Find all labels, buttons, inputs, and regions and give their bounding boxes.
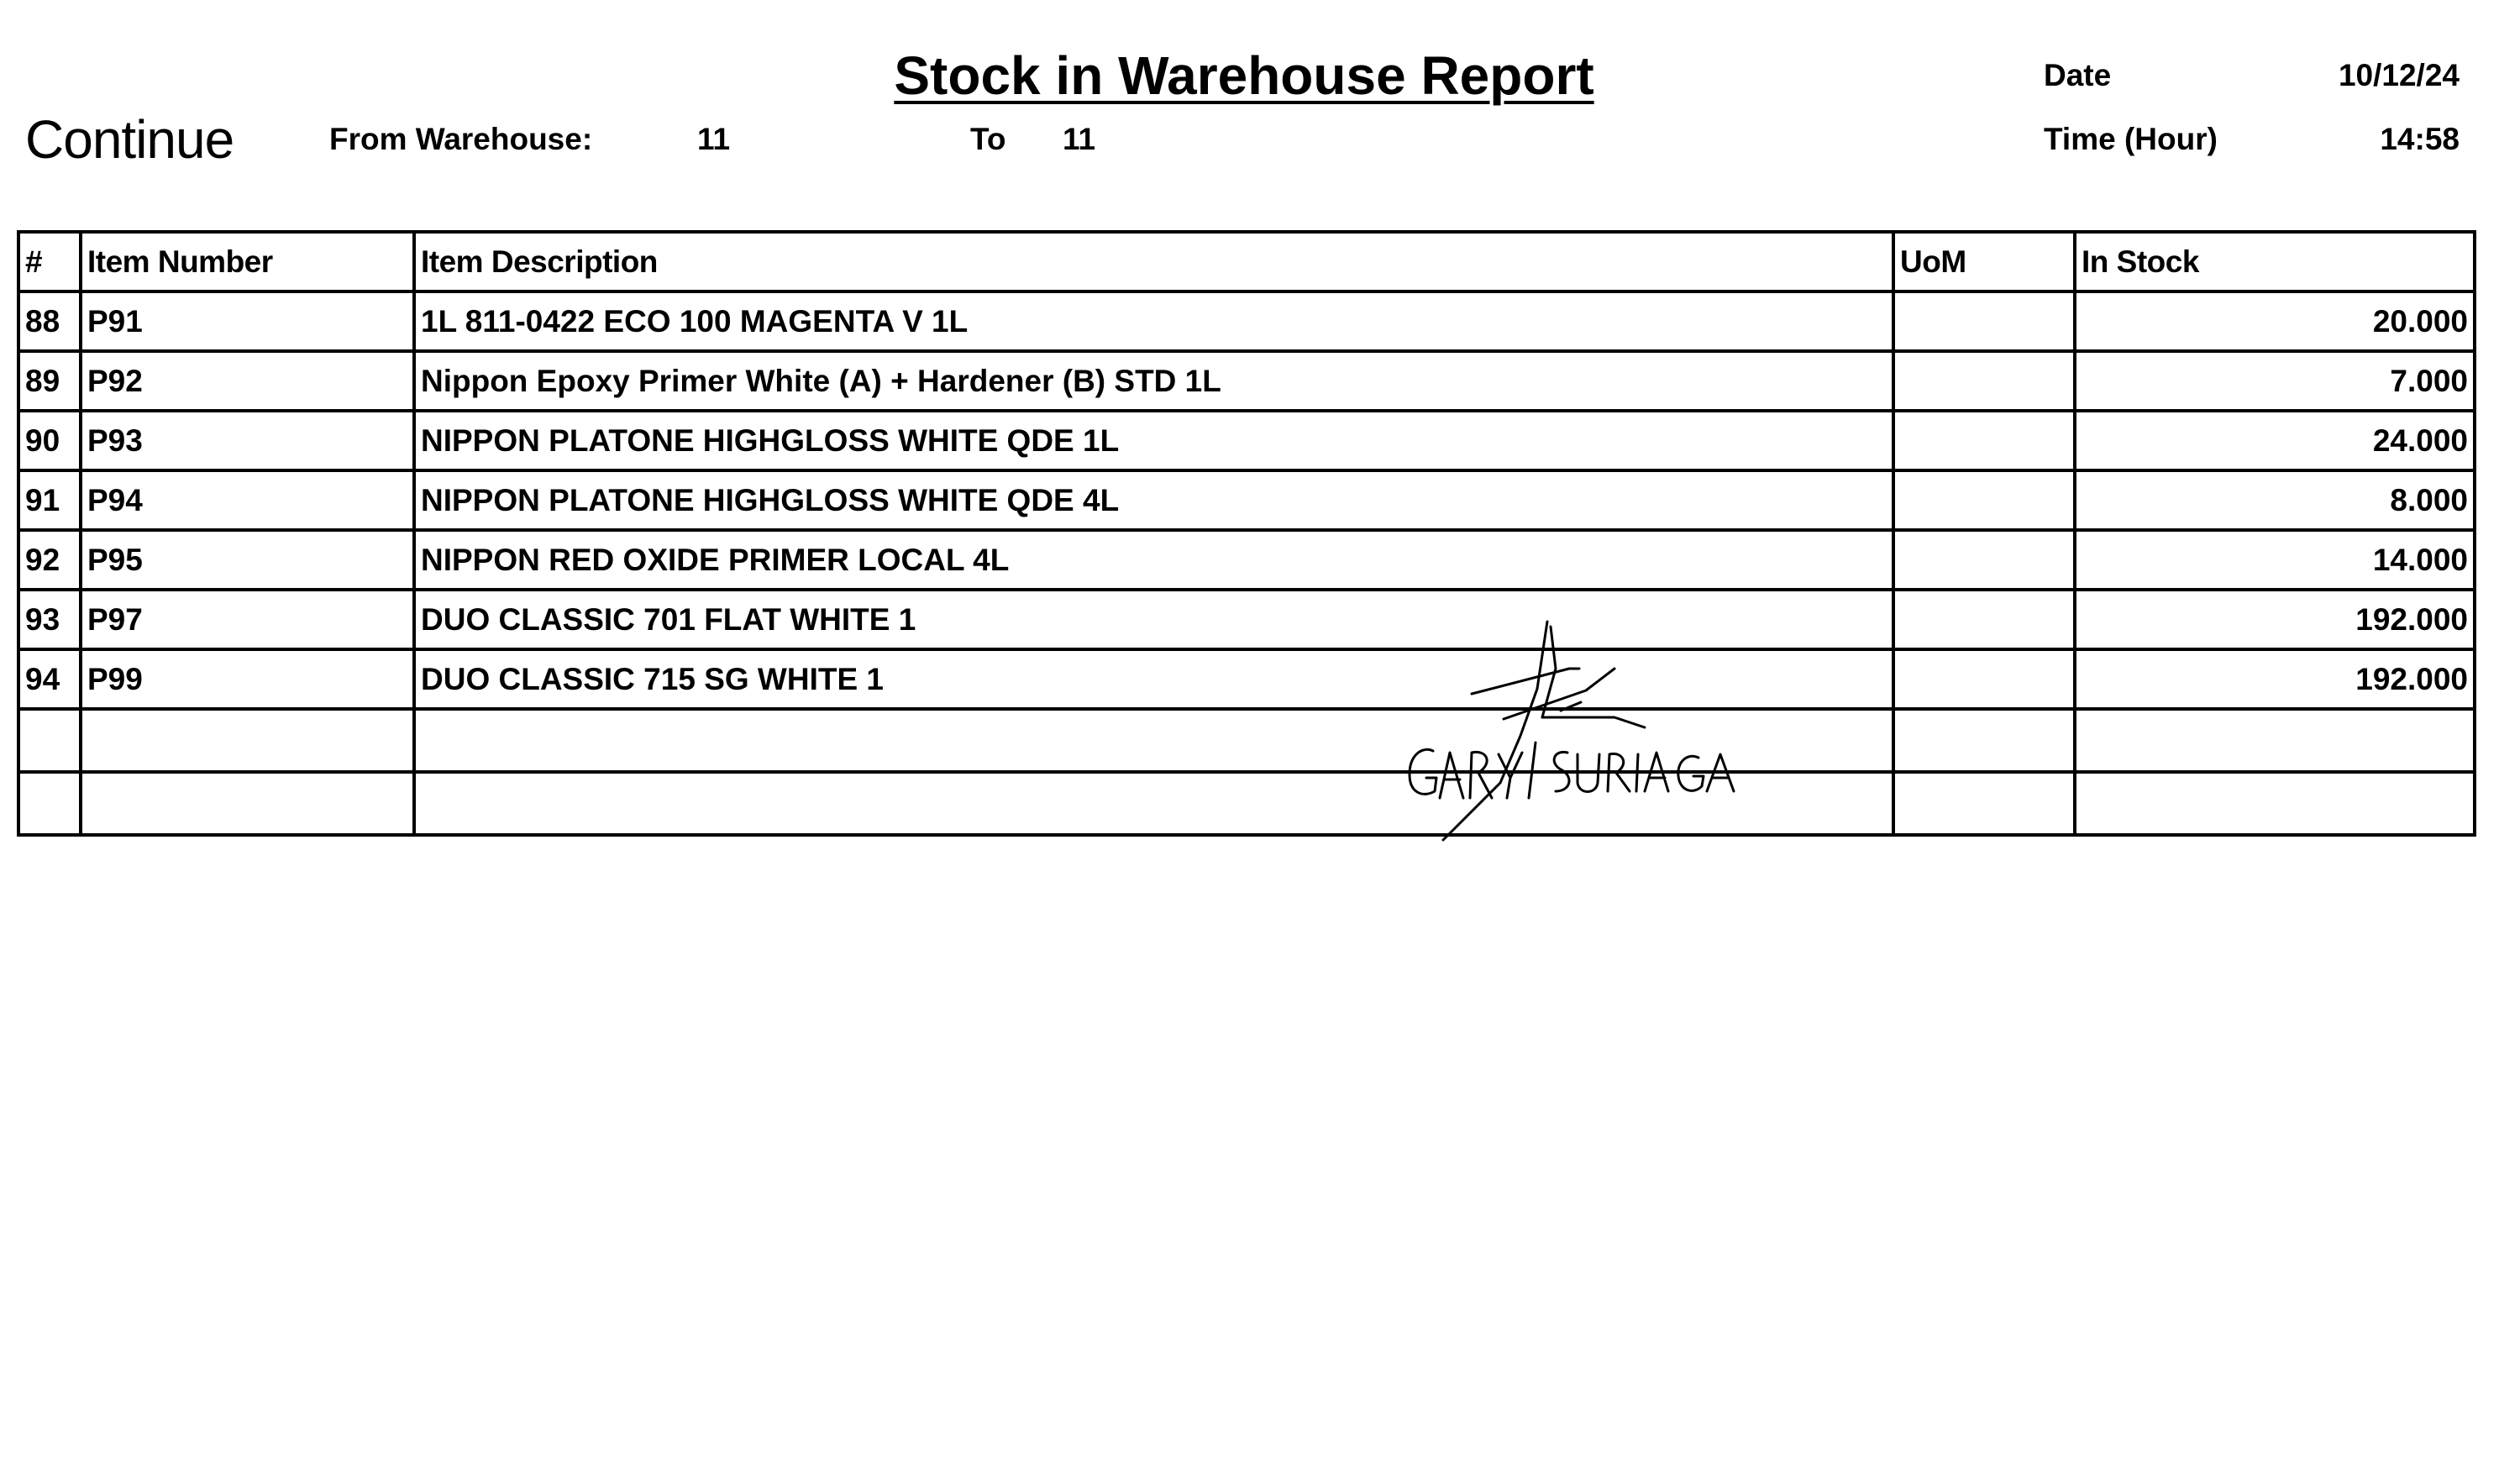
empty-cell <box>81 709 414 772</box>
cell-in-stock: 8.000 <box>2075 470 2475 530</box>
cell-in-stock: 24.000 <box>2075 411 2475 470</box>
cell-item-description: NIPPON RED OXIDE PRIMER LOCAL 4L <box>414 530 1893 590</box>
cell-uom <box>1893 411 2075 470</box>
header-number: # <box>18 232 81 291</box>
empty-cell <box>2075 772 2475 835</box>
table-row <box>18 411 2475 470</box>
cell-number: 93 <box>18 590 81 649</box>
empty-cell <box>18 772 81 835</box>
header-item-description: Item Description <box>414 232 1893 291</box>
time-label: Time (Hour) <box>2044 122 2218 156</box>
from-warehouse-value: 11 <box>697 122 731 156</box>
date-label: Date <box>2044 58 2112 92</box>
cell-in-stock: 14.000 <box>2075 530 2475 590</box>
table-row <box>18 590 2475 649</box>
empty-cell <box>1893 772 2075 835</box>
to-warehouse-label: To <box>970 122 1006 156</box>
from-warehouse-label: From Warehouse: <box>329 122 593 156</box>
cell-item-number: P93 <box>81 411 414 470</box>
empty-cell <box>18 709 81 772</box>
header-in-stock: In Stock <box>2075 232 2475 291</box>
table-row <box>18 470 2475 530</box>
table-row <box>18 291 2475 351</box>
cell-item-description: NIPPON PLATONE HIGHGLOSS WHITE QDE 1L <box>414 411 1893 470</box>
cell-item-description: DUO CLASSIC 715 SG WHITE 1 <box>414 649 1893 709</box>
report-title: Stock in Warehouse Report <box>894 45 1594 106</box>
cell-item-description: 1L 811-0422 ECO 100 MAGENTA V 1L <box>414 291 1893 351</box>
cell-item-description: DUO CLASSIC 701 FLAT WHITE 1 <box>414 590 1893 649</box>
cell-uom <box>1893 590 2075 649</box>
cell-item-number: P91 <box>81 291 414 351</box>
cell-number: 94 <box>18 649 81 709</box>
header-item-number: Item Number <box>81 232 414 291</box>
cell-in-stock: 7.000 <box>2075 351 2475 411</box>
to-warehouse-value: 11 <box>1063 122 1096 156</box>
empty-cell <box>1893 709 2075 772</box>
handwritten-signature <box>1394 618 1764 845</box>
cell-number: 89 <box>18 351 81 411</box>
cell-uom <box>1893 649 2075 709</box>
cell-item-number: P92 <box>81 351 414 411</box>
cell-uom <box>1893 530 2075 590</box>
cell-uom <box>1893 470 2075 530</box>
cell-number: 91 <box>18 470 81 530</box>
cell-in-stock: 192.000 <box>2075 649 2475 709</box>
cell-item-description: Nippon Epoxy Primer White (A) + Hardener (B) STD 1L <box>414 351 1893 411</box>
cell-number: 90 <box>18 411 81 470</box>
table-row <box>18 649 2475 709</box>
cell-uom <box>1893 291 2075 351</box>
stock-table <box>17 230 2476 837</box>
empty-table-row <box>18 709 2475 772</box>
cell-uom <box>1893 351 2075 411</box>
cell-item-description: NIPPON PLATONE HIGHGLOSS WHITE QDE 4L <box>414 470 1893 530</box>
cell-number: 92 <box>18 530 81 590</box>
time-value: 14:58 <box>2380 122 2460 156</box>
date-value: 10/12/24 <box>2338 58 2460 92</box>
cell-in-stock: 192.000 <box>2075 590 2475 649</box>
table-header-row <box>18 232 2475 291</box>
header-uom: UoM <box>1893 232 2075 291</box>
cell-number: 88 <box>18 291 81 351</box>
empty-cell <box>2075 709 2475 772</box>
empty-table-row <box>18 772 2475 835</box>
cell-item-number: P97 <box>81 590 414 649</box>
cell-item-number: P94 <box>81 470 414 530</box>
empty-cell <box>81 772 414 835</box>
continue-label: Continue <box>25 109 234 170</box>
cell-item-number: P99 <box>81 649 414 709</box>
table-row <box>18 530 2475 590</box>
cell-item-number: P95 <box>81 530 414 590</box>
cell-in-stock: 20.000 <box>2075 291 2475 351</box>
table-row <box>18 351 2475 411</box>
